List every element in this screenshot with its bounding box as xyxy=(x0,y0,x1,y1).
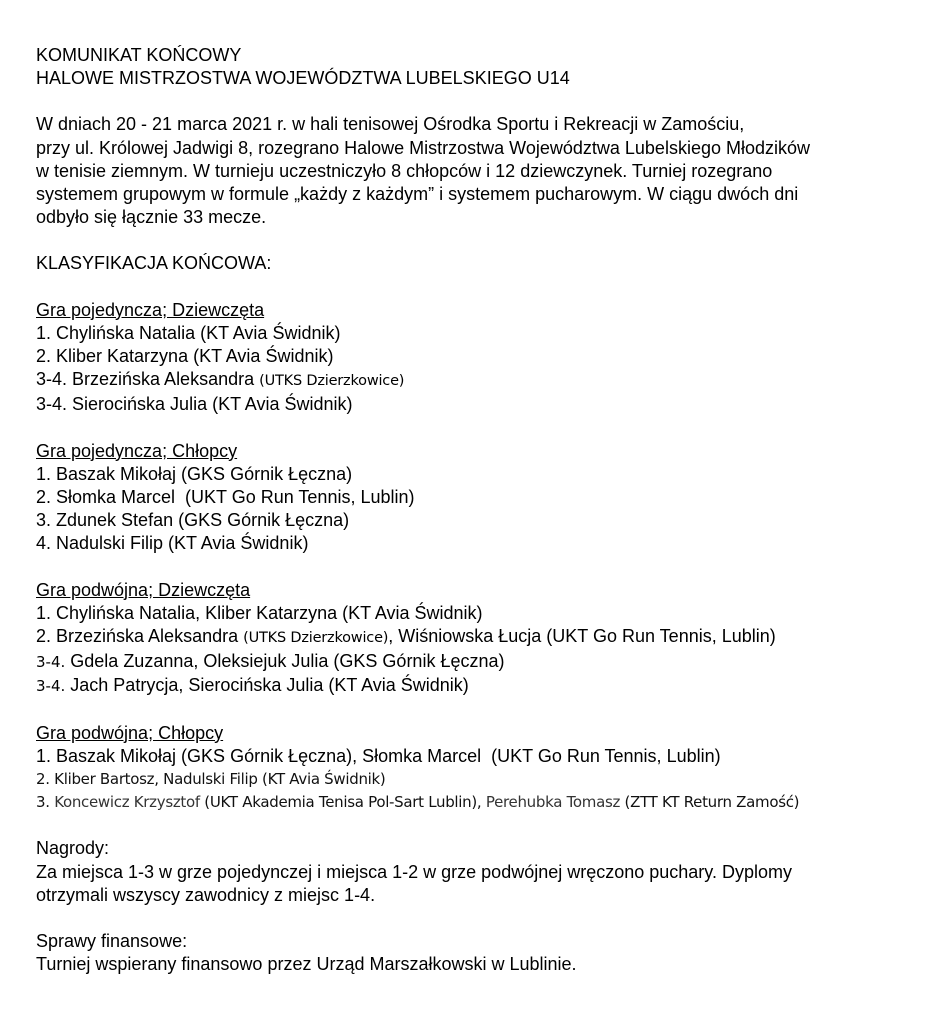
document-title: KOMUNIKAT KOŃCOWY xyxy=(36,45,242,65)
result-entry xyxy=(36,625,916,650)
finance-line: Turniej wspierany finansowo przez Urząd Marszałkowski w Lublinie. xyxy=(36,954,577,975)
result-entry: 2. Kliber Bartosz, Nadulski Filip (KT Avia Świdnik) xyxy=(36,770,386,789)
section-singles-girls xyxy=(36,299,916,417)
player-name: Perehubka Tomasz xyxy=(485,793,621,812)
section-heading: Gra podwójna; Dziewczęta xyxy=(36,579,251,600)
spacer xyxy=(36,229,916,252)
result-entry: 3. Zdunek Stefan (GKS Górnik Łęczna) xyxy=(36,510,350,531)
player-name: Koncewicz Krzysztof xyxy=(54,793,200,812)
pair-part: 2. Brzezińska Aleksandra xyxy=(36,626,244,647)
result-entry: 1. Chylińska Natalia (KT Avia Świdnik) xyxy=(36,322,341,343)
pair-text: Jach Patrycja, Sierocińska Julia (KT Avia Świdnik) xyxy=(65,675,469,696)
document-subtitle: HALOWE MISTRZOSTWA WOJEWÓDZTWA LUBELSKIEGO U14 xyxy=(36,68,570,89)
section-singles-boys xyxy=(36,440,916,556)
result-entry: 2. Słomka Marcel (UKT Go Run Tennis, Lublin) xyxy=(36,487,415,508)
result-entry: 1. Baszak Mikołaj (GKS Górnik Łęczna) xyxy=(36,463,353,484)
intro-paragraph xyxy=(36,113,916,229)
club-name: (UKT Akademia Tenisa Pol-Sart Lublin), xyxy=(199,793,486,812)
awards-line: Za miejsca 1-3 w grze pojedynczej i miejsca 1-2 w grze podwójnej wręczono puchary. Dyplomy xyxy=(36,861,792,882)
finance-heading: Sprawy finansowe: xyxy=(36,931,188,952)
club-name: (ZTT KT Return Zamość) xyxy=(620,793,800,812)
result-entry: 1. Baszak Mikołaj (GKS Górnik Łęczna), Słomka Marcel (UKT Go Run Tennis, Lublin) xyxy=(36,745,721,766)
intro-line: przy ul. Królowej Jadwigi 8, rozegrano Halowe Mistrzostwa Województwa Lubelskiego Młodzików xyxy=(36,137,810,158)
spacer xyxy=(36,417,916,440)
spacer xyxy=(36,907,916,930)
result-entry: 3-4. Sierocińska Julia (KT Avia Świdnik) xyxy=(36,394,353,415)
section-doubles-girls xyxy=(36,579,916,699)
result-entry xyxy=(36,368,916,393)
intro-line: W dniach 20 - 21 marca 2021 r. w hali tenisowej Ośrodka Sportu i Rekreacji w Zamościu, xyxy=(36,114,745,135)
spacer xyxy=(36,90,916,113)
club-name: (UTKS Dzierzkowice) xyxy=(243,630,389,647)
section-heading: Gra pojedyncza; Chłopcy xyxy=(36,440,238,461)
result-entry xyxy=(36,650,916,674)
awards-heading: Nagrody: xyxy=(36,838,110,859)
spacer xyxy=(36,814,916,837)
spacer xyxy=(36,276,916,299)
intro-line: odbyło się łącznie 33 mecze. xyxy=(36,207,267,228)
spacer xyxy=(36,699,916,722)
player-name: 3-4. Brzezińska Aleksandra xyxy=(36,369,255,390)
result-entry: 2. Kliber Katarzyna (KT Avia Świdnik) xyxy=(36,346,334,367)
spacer xyxy=(36,556,916,579)
section-heading: Gra pojedyncza; Dziewczęta xyxy=(36,299,265,320)
intro-line: w tenisie ziemnym. W turnieju uczestniczyło 8 chłopców i 12 dziewczynek. Turniej rozegrano xyxy=(36,160,773,181)
place-number: 3-4. xyxy=(36,677,66,696)
result-entry: 1. Chylińska Natalia, Kliber Katarzyna (KT Avia Świdnik) xyxy=(36,602,483,623)
awards-section xyxy=(36,837,916,907)
finance-section xyxy=(36,930,916,976)
place-number: 3-4. xyxy=(36,653,66,672)
pair-part: , Wiśniowska Łucja (UKT Go Run Tennis, Lublin) xyxy=(388,626,776,647)
intro-line: systemem grupowym w formule „każdy z każdym” i systemem pucharowym. W ciągu dwóch dni xyxy=(36,184,799,205)
result-entry: 4. Nadulski Filip (KT Avia Świdnik) xyxy=(36,533,309,554)
club-name: (UTKS Dzierzkowice) xyxy=(259,373,405,390)
result-entry xyxy=(36,674,916,698)
section-heading: Gra podwójna; Chłopcy xyxy=(36,722,224,743)
awards-line: otrzymali wszyscy zawodnicy z miejsc 1-4. xyxy=(36,884,376,905)
place-number: 3. xyxy=(36,793,55,812)
pair-text: Gdela Zuzanna, Oleksiejuk Julia (GKS Górnik Łęczna) xyxy=(65,651,505,672)
classification-heading: KLASYFIKACJA KOŃCOWA: xyxy=(36,253,272,274)
section-doubles-boys xyxy=(36,722,916,815)
announcement-document xyxy=(36,44,916,977)
result-entry xyxy=(36,791,916,814)
